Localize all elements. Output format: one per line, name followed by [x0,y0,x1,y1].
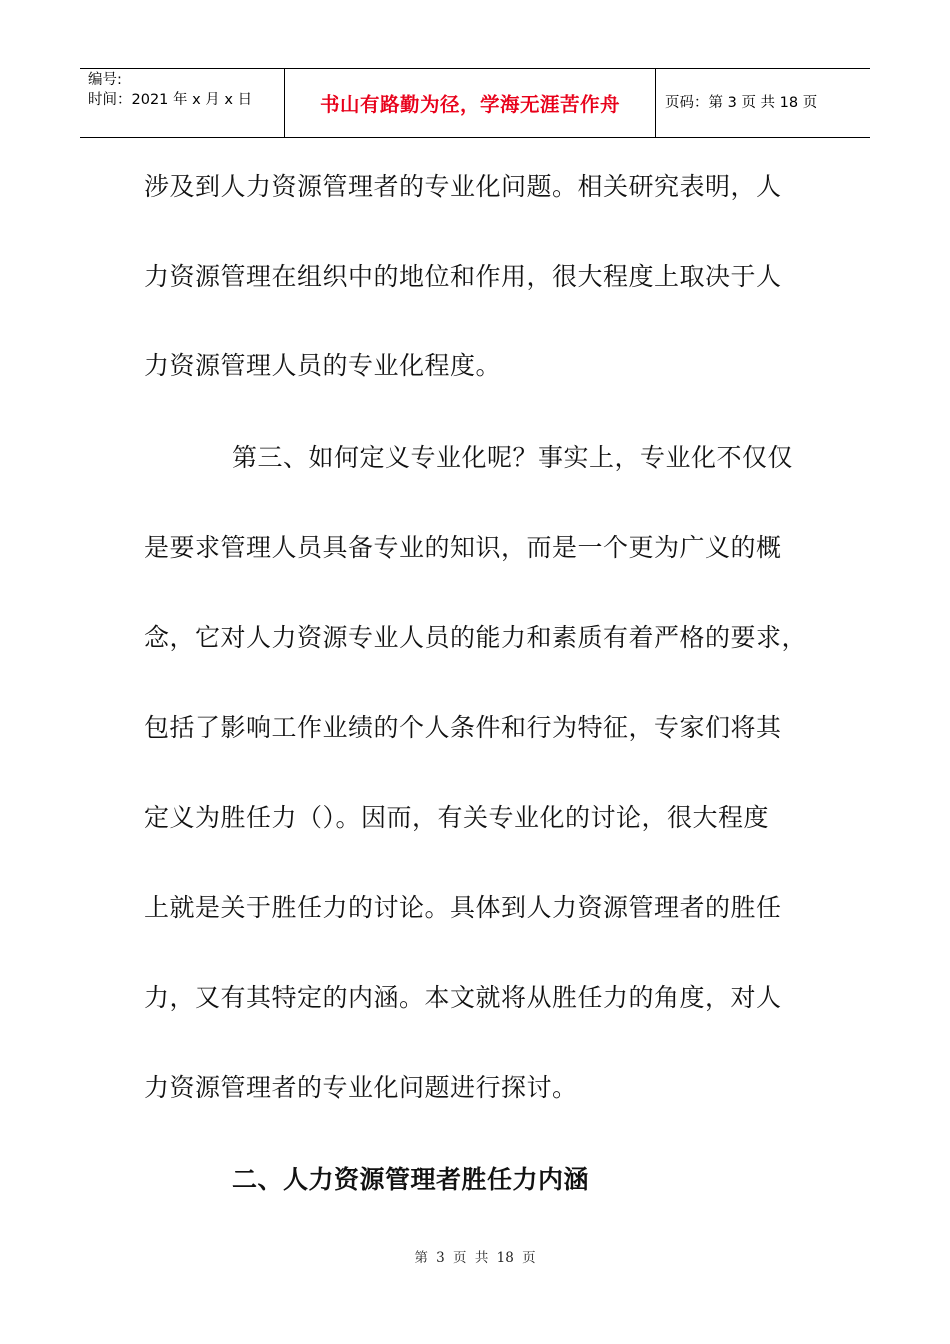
body-line: 念，它对人力资源专业人员的能力和素质有着严格的要求， [144,623,808,652]
body-line: 力，又有其特定的内涵。本文就将从胜任力的角度，对人 [144,983,782,1012]
page-footer: 第 3 页 共 18 页 [414,1250,536,1266]
section-heading: 二、人力资源管理者胜任力内涵 [232,1165,590,1194]
body-line: 涉及到人力资源管理者的专业化问题。相关研究表明，人 [144,172,782,201]
header-motto-cell [284,69,656,137]
header-meta-cell [80,69,284,137]
document-date-label: 时间：2021 年 x 月 x 日 [88,92,253,108]
body-line: 包括了影响工作业绩的个人条件和行为特征，专家们将其 [144,713,782,742]
header-page-info: 页码：第 3 页 共 18 页 [665,95,818,111]
body-line-paragraph-start: 第三、如何定义专业化呢？事实上，专业化不仅仅 [232,443,794,472]
document-header [80,68,870,138]
document-number-label: 编号: [88,72,122,88]
body-line: 力资源管理在组织中的地位和作用，很大程度上取决于人 [144,262,782,291]
body-line: 是要求管理人员具备专业的知识，而是一个更为广义的概 [144,533,782,562]
body-line: 力资源管理人员的专业化程度。 [144,351,502,380]
body-line: 上就是关于胜任力的讨论。具体到人力资源管理者的胜任 [144,893,782,922]
body-line: 力资源管理者的专业化问题进行探讨。 [144,1073,578,1102]
header-page-cell [656,69,870,137]
body-line: 定义为胜任力（）。因而，有关专业化的讨论，很大程度 [144,803,770,832]
header-motto: 书山有路勤为径，学海无涯苦作舟 [319,93,620,116]
